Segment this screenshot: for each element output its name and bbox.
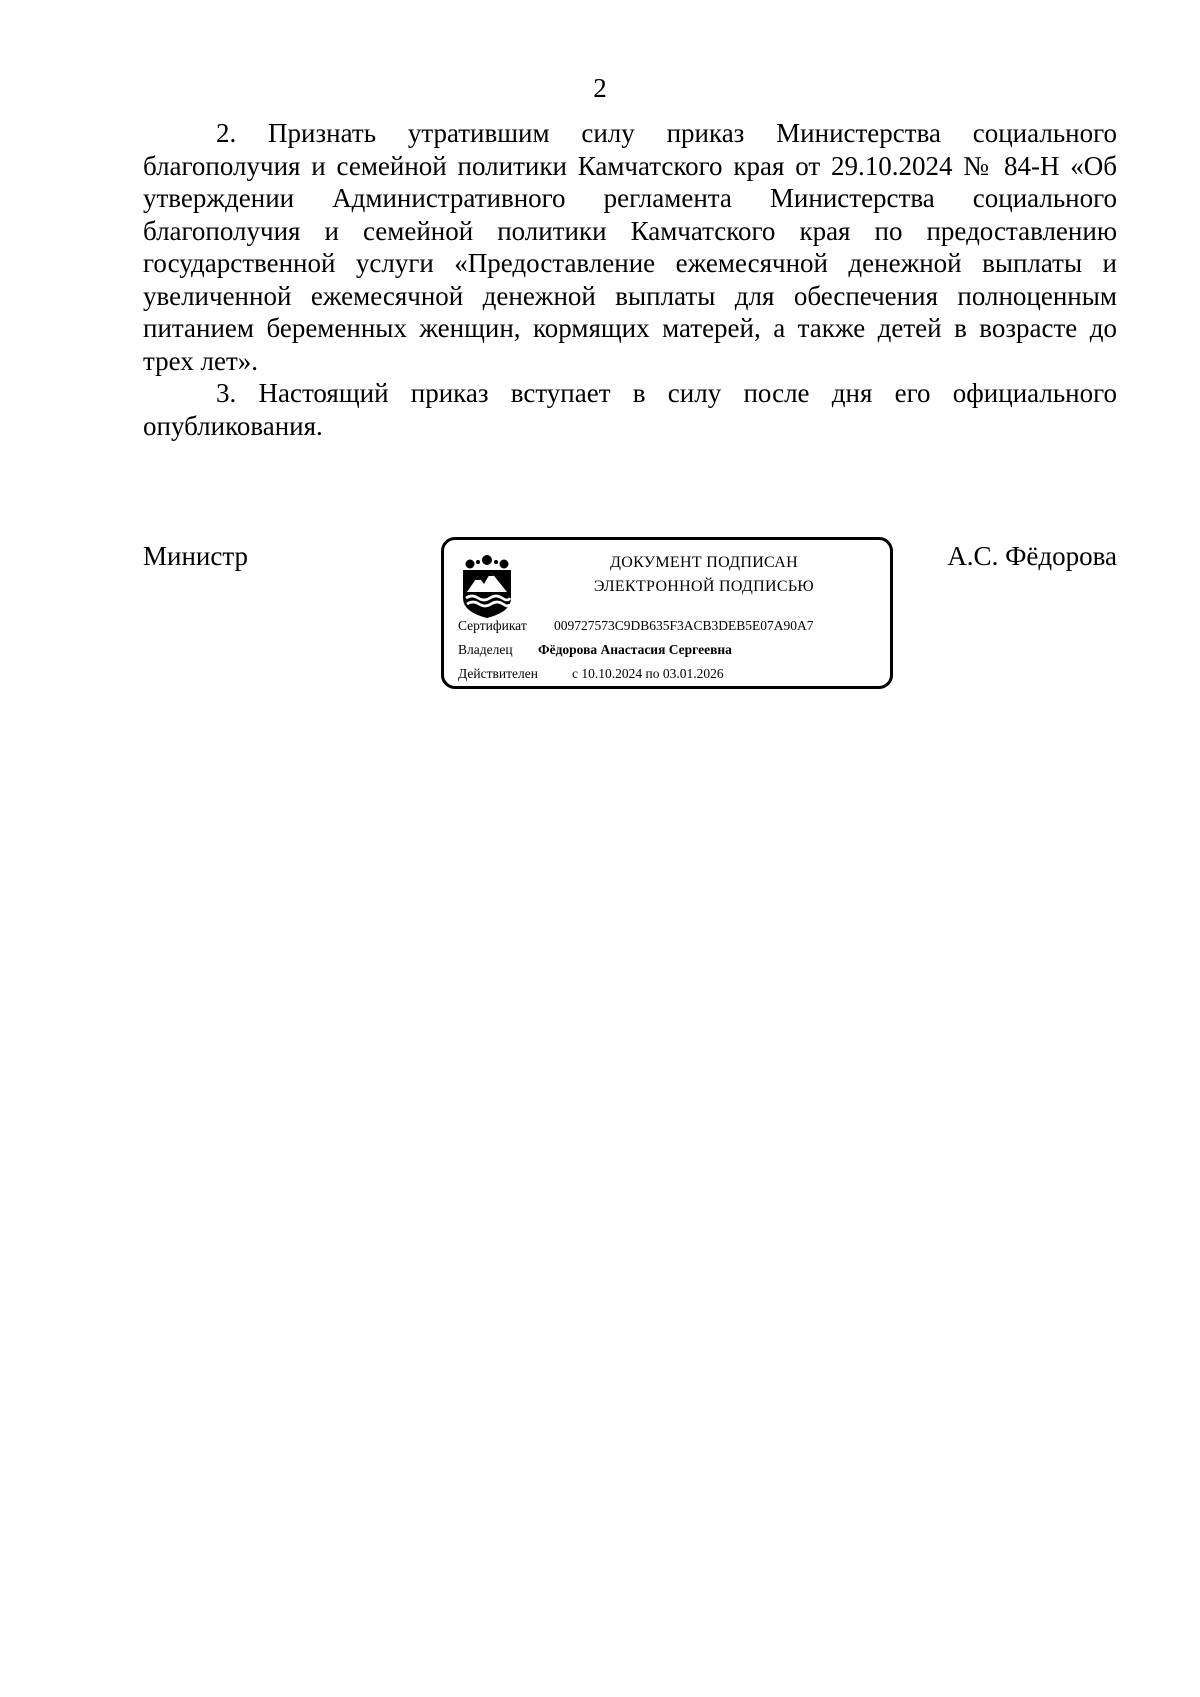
owner-value: Фёдорова Анастасия Сергеевна (538, 642, 732, 657)
stamp-certificate-row (458, 617, 814, 635)
paragraph-2: 2. Признать утратившим силу приказ Министерства социального благополучия и семейной политики Камчатского края от 29.10.2024 № 84-Н «Об утверждении Административного регламента Министерства социального благополучия и семейной политики Камчатского края по предоставлению государственной услуги «Предоставление ежемесячной денежной выплаты и увеличенной ежемесячной денежной выплаты для обеспечения полноценным питанием беременных женщин, кормящих матерей, а также детей в возрасте до трех лет». (143, 118, 1117, 376)
page-number: 2 (593, 73, 607, 103)
stamp-validity-row (458, 665, 724, 683)
paragraph-3: 3. Настоящий приказ вступает в силу после дня его официального опубликования. (143, 378, 1117, 441)
stamp-title-line1: ДОКУМЕНТ ПОДПИСАН (610, 554, 798, 571)
electronic-signature-stamp (441, 537, 893, 689)
stamp-owner-row (458, 641, 732, 659)
document-body (143, 117, 1117, 442)
valid-value: с 10.10.2024 по 03.01.2026 (572, 666, 724, 681)
signature-block (143, 540, 1117, 710)
signer-position: Министр (143, 541, 248, 571)
certificate-label: Сертификат (458, 618, 527, 633)
certificate-value: 009727573C9DB635F3ACB3DEB5E07A90A7 (554, 618, 814, 633)
owner-label: Владелец (458, 642, 513, 657)
signer-name: А.С. Фёдорова (947, 541, 1117, 571)
kamchatka-coat-of-arms-icon (458, 554, 516, 620)
stamp-title-line2: ЭЛЕКТРОННОЙ ПОДПИСЬЮ (593, 578, 815, 595)
valid-label: Действителен (458, 666, 538, 681)
